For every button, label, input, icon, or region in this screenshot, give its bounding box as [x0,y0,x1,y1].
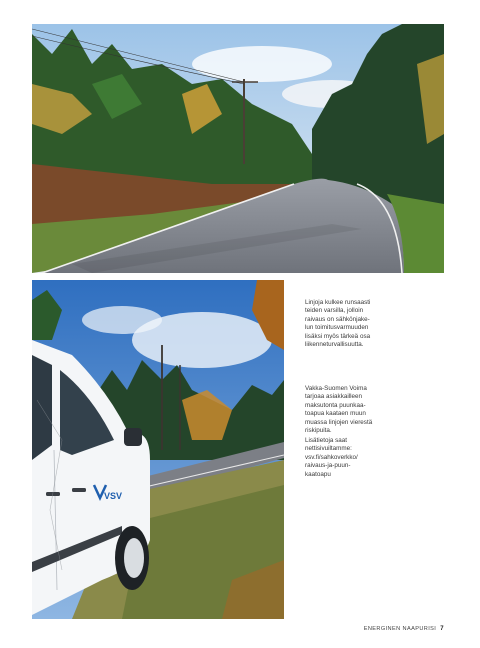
page-number: 7 [440,626,444,632]
page-footer [364,626,444,632]
article-paragraph [305,299,425,349]
forest-road-photo [32,24,444,273]
footer-label: ENERGINEN NAAPURISI [363,626,437,632]
article-paragraph [305,437,425,479]
van-logo-text: VSV [104,491,123,501]
paragraph-text: Linjoja kulkee runsaasti teiden varsilla, jolloin raivaus on sähkönjake- lun toimitusvarmuuden lisäksi myös tärkeä osa liikenneturvallisuutta. [305,299,371,349]
paragraph-text: Vakka-Suomen Voima tarjoaa asiakkailleen maksutonta puunkaa- toapua kaataen muun muassa linjojen vierestä riskipuita. [305,385,373,435]
paragraph-text[interactable]: Lisätietoja saat nettisivuiltamme: vsv.fi/sahkoverkko/ raivaus-ja-puun- kaatoapu [305,437,358,478]
article-paragraph [305,385,425,435]
service-van-photo [32,280,284,619]
